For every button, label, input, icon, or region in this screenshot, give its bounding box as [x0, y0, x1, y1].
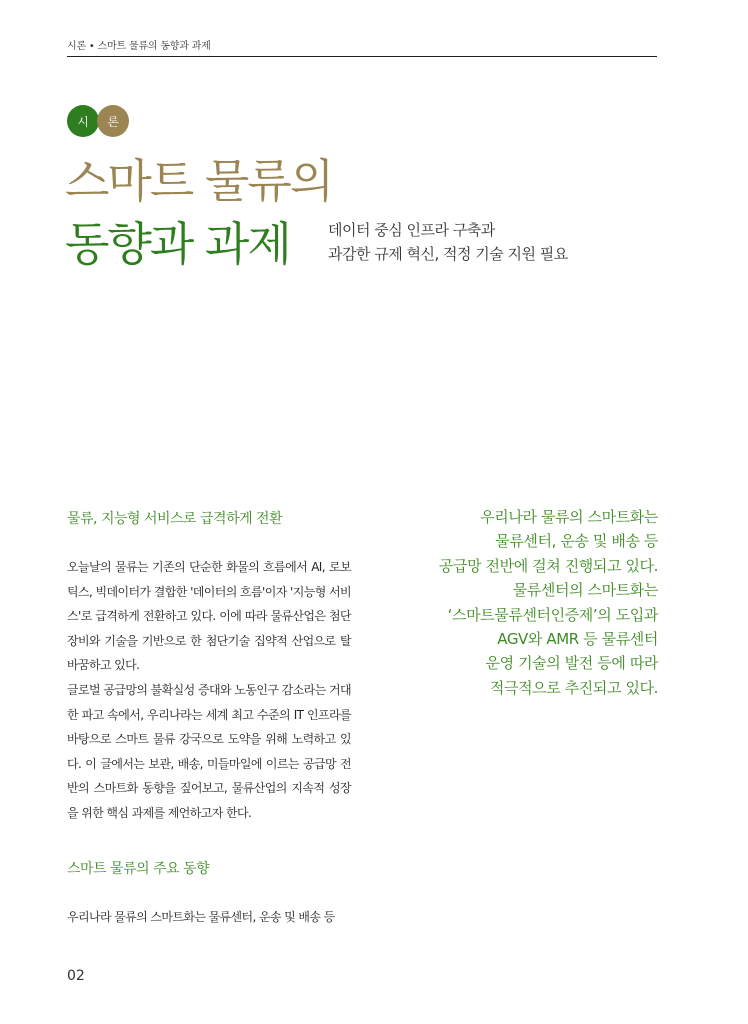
section-2-body	[67, 905, 351, 930]
pull-quote-line: 운영 기술의 발전 등에 따라	[485, 654, 658, 673]
pull-quote-line: 물류센터, 운송 및 배송 등	[495, 532, 658, 551]
section-heading-1: 물류, 지능형 서비스로 급격하게 전환	[67, 511, 283, 527]
running-head-section: 시론	[67, 41, 86, 52]
subtitle	[328, 218, 568, 266]
section-badge-second: 론	[97, 105, 129, 137]
subtitle-line-1: 데이터 중심 인프라 구축과	[328, 221, 495, 239]
section-1-body	[67, 555, 351, 826]
paragraph: 글로벌 공급망의 불확실성 증대와 노동인구 감소라는 거대한 파고 속에서, 우리나라는 세계 최고 수준의 IT 인프라를 바탕으로 스마트 물류 강국으로 도약을 위해 노력하고 있다. 이 글에서는 보관, 배송, 미들마일에 이르는 공급망 전반의 스마트화 동향을 짚어보고, 물류산업의 지속적 성장을 위한 핵심 과제를 제언하고자 한다.	[67, 682, 351, 820]
page-number: 02	[67, 968, 85, 984]
pull-quote	[410, 505, 658, 700]
running-head	[67, 37, 211, 52]
pull-quote-line: 우리나라 물류의 스마트화는	[480, 508, 658, 526]
paragraph: 우리나라 물류의 스마트화는 물류센터, 운송 및 배송 등	[67, 910, 335, 924]
section-badge-first: 시	[67, 105, 99, 137]
paragraph: 오늘날의 물류는 기존의 단순한 화물의 흐름에서 AI, 로보틱스, 빅데이터가 결합한 '데이터의 흐름'이자 '지능형 서비스'로 급격하게 전환하고 있다. 이에 따라 물류산업은 첨단장비와 기술을 기반으로 한 첨단기술 집약적 산업으로 탈바꿈하고 있다.	[67, 560, 351, 673]
section-heading-2: 스마트 물류의 주요 동향	[67, 861, 210, 877]
title-line-1: 스마트 물류의	[65, 154, 333, 208]
pull-quote-line: ‘스마트물류센터인증제’의 도입과	[447, 605, 658, 624]
header-rule	[67, 56, 657, 57]
running-head-separator: •	[88, 41, 95, 52]
pull-quote-line: 공급망 전반에 걸쳐 진행되고 있다.	[438, 556, 658, 575]
subtitle-line-2: 과감한 규제 혁신, 적정 기술 지원 필요	[328, 245, 568, 263]
running-head-title: 스마트 물류의 동향과 과제	[97, 41, 211, 52]
pull-quote-line: AGV와 AMR 등 물류센터	[497, 630, 658, 649]
pull-quote-line: 적극적으로 추진되고 있다.	[489, 678, 658, 697]
pull-quote-line: 물류센터의 스마트화는	[512, 581, 658, 600]
title-line-2: 동향과 과제	[65, 217, 290, 271]
